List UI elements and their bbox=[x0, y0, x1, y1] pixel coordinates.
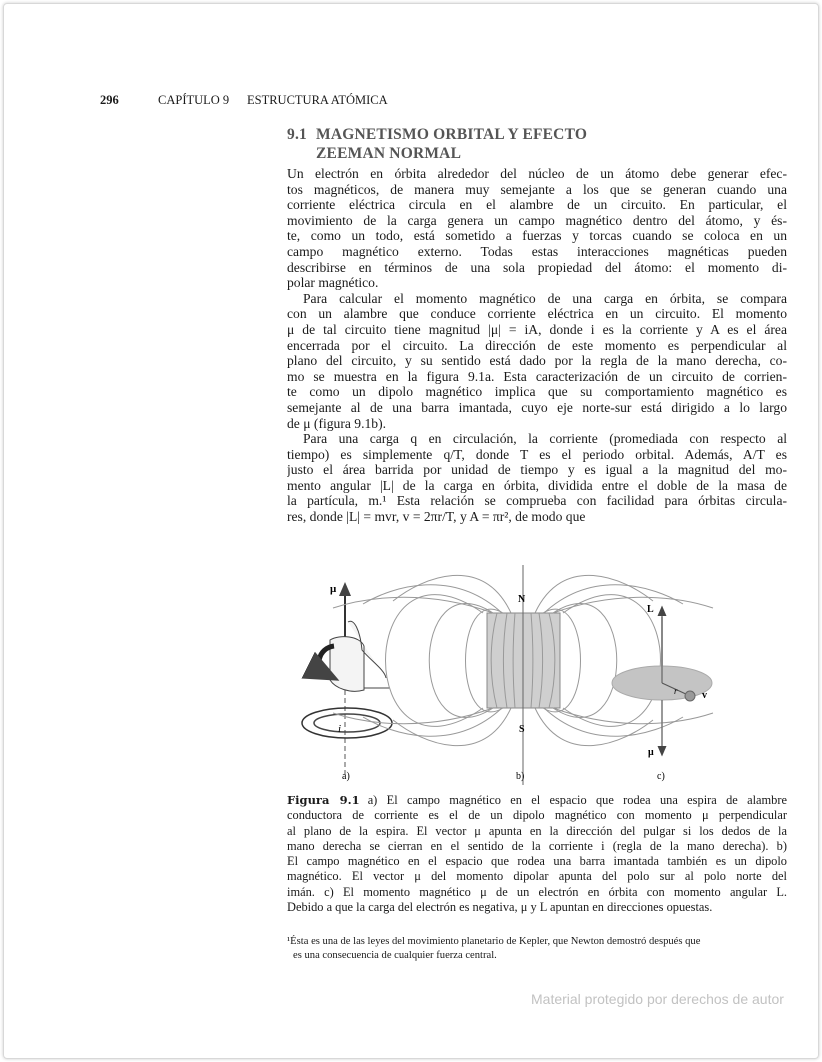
body-line: corriente eléctrica circula en el alambre de un circuito. En particular, el bbox=[287, 197, 787, 213]
caption-text: a) El campo magnético en el espacio que rodea una espira de alambre bbox=[367, 793, 787, 807]
field-line bbox=[553, 597, 713, 613]
body-line: res, donde |L| = mvr, v = 2πr/T, y A = πr², de modo que bbox=[287, 509, 586, 525]
body-line: describirse en términos de una sola propiedad del átomo: el momento di- bbox=[287, 259, 787, 275]
body-line: mento angular |L| de la carga en órbita, dividida entre el doble de la masa de bbox=[287, 477, 787, 493]
body-line: semejante al de una barra imantada, cuyo eje norte-sur está dirigido a lo largo bbox=[287, 399, 787, 415]
caption-line: magnético. El vector μ del momento dipolar apunta del polo sur al polo norte del bbox=[287, 869, 787, 884]
field-line bbox=[333, 597, 493, 613]
heading-line-2: ZEEMAN NORMAL bbox=[316, 145, 462, 162]
body-line: movimiento de la carga genera un campo magnético dentro del átomo, y és- bbox=[287, 212, 787, 228]
v-label: v bbox=[702, 690, 707, 701]
body-line: de μ (figura 9.1b). bbox=[287, 415, 387, 431]
caption-line: al plano de la espira. El vector μ apunta en la dirección del pulgar si los dedos de la bbox=[287, 823, 787, 838]
panel-a-loop-diagram bbox=[302, 583, 392, 775]
field-line bbox=[333, 708, 493, 724]
panel-c-orbit bbox=[612, 604, 712, 758]
heading-line-1: MAGNETISMO ORBITAL Y EFECTO bbox=[316, 126, 588, 143]
south-pole-label: S bbox=[519, 724, 525, 735]
field-line bbox=[563, 595, 661, 727]
caption-line: mano derecha se cierran en el sentido de la corriente i (regla de la mano derecha). b) bbox=[287, 838, 787, 853]
body-line: Un electrón en órbita alrededor del núcleo de un átomo debe generar efec- bbox=[287, 166, 787, 181]
body-line: campo magnético externo. Todas estas interacciones magnéticas pueden bbox=[287, 243, 787, 259]
figure-caption bbox=[287, 793, 787, 915]
body-line: plano del circuito, y su sentido está dado por la regla de la mano derecha, co- bbox=[287, 353, 787, 369]
section-number: 9.1 bbox=[287, 126, 307, 143]
body-line: Para una carga q en circulación, la corriente (promediada con respecto al bbox=[303, 431, 787, 447]
caption-line: imán. c) El momento magnético μ de un electrón en órbita con momento angular L. bbox=[287, 884, 787, 899]
chapter-label: CAPÍTULO 9 bbox=[158, 93, 230, 107]
body-line: encerrada por el circuito. La dirección de este momento es perpendicular al bbox=[287, 337, 787, 353]
body-line: te, como un todo, está sometido a fuerzas y torcas cuando se coloca en un bbox=[287, 228, 787, 244]
body-line: polar magnético. bbox=[287, 275, 379, 291]
field-line bbox=[386, 595, 484, 727]
body-text bbox=[287, 166, 787, 525]
body-line: tiempo) es simplemente q/T, donde T es el periodo orbital. Además, A/T es bbox=[287, 446, 787, 462]
r-label: r bbox=[674, 686, 678, 696]
body-line: μ de tal circuito tiene magnitud |μ| = iA, donde i es la corriente y A es el área bbox=[287, 321, 787, 337]
caption-line bbox=[287, 793, 787, 808]
mu-label: μ bbox=[330, 583, 337, 595]
electron bbox=[685, 691, 695, 701]
body-line: justo el área barrida por unidad de tiempo y es igual a la magnitud del mo- bbox=[287, 462, 787, 478]
footnote-line-1: ¹Ésta es una de las leyes del movimiento planetario de Kepler, que Newton demostró después que bbox=[287, 936, 701, 947]
body-line: mo se muestra en la figura 9.1a. Esta caracterización de un circuito de corrien- bbox=[287, 368, 787, 384]
running-section-title: ESTRUCTURA ATÓMICA bbox=[247, 93, 388, 107]
footnote-line-2: es una consecuencia de cualquier fuerza central. bbox=[293, 950, 497, 961]
field-line bbox=[429, 604, 493, 718]
right-hand-drawing bbox=[330, 621, 390, 691]
field-line bbox=[553, 708, 713, 724]
caption-label: Figura 9.1 bbox=[287, 793, 360, 807]
caption-line: Debido a que la carga del electrón es negativa, μ y L apuntan en direcciones opuestas. bbox=[287, 900, 713, 915]
body-line: tos magnéticos, de manera muy semejante a los que se generan cuando una bbox=[287, 181, 787, 197]
body-line: te como un dipolo magnético implica que su comportamiento magnético es bbox=[287, 384, 787, 400]
current-label: i bbox=[338, 723, 342, 735]
north-pole-label: N bbox=[518, 594, 526, 605]
caption-line: El campo magnético en el espacio que rodea una barra imantada también es un dipolo bbox=[287, 854, 787, 869]
mu-label-c: μ bbox=[648, 747, 654, 758]
wire-loop-outer bbox=[302, 708, 392, 738]
panel-label-b: b) bbox=[516, 771, 525, 782]
panel-label-a: a) bbox=[342, 771, 350, 782]
L-label: L bbox=[647, 604, 654, 615]
caption-line: conductora de corriente es el de un dipolo magnético con momento μ perpendicular bbox=[287, 808, 787, 823]
footnote bbox=[287, 935, 787, 963]
body-line: Para calcular el momento magnético de una carga en órbita, se compara bbox=[303, 290, 787, 306]
field-line bbox=[553, 604, 617, 718]
copyright-watermark: Material protegido por derechos de autor bbox=[531, 991, 784, 1007]
figure-9-1 bbox=[290, 560, 750, 790]
body-line: con un alambre que conduce corriente eléctrica en un circuito. El momento bbox=[287, 306, 787, 322]
section-heading bbox=[287, 125, 587, 163]
page-number: 296 bbox=[100, 93, 119, 107]
panel-label-c: c) bbox=[657, 771, 665, 782]
body-line: la partícula, m.¹ Esta relación se comprueba con facilidad para órbitas circula- bbox=[287, 493, 787, 509]
